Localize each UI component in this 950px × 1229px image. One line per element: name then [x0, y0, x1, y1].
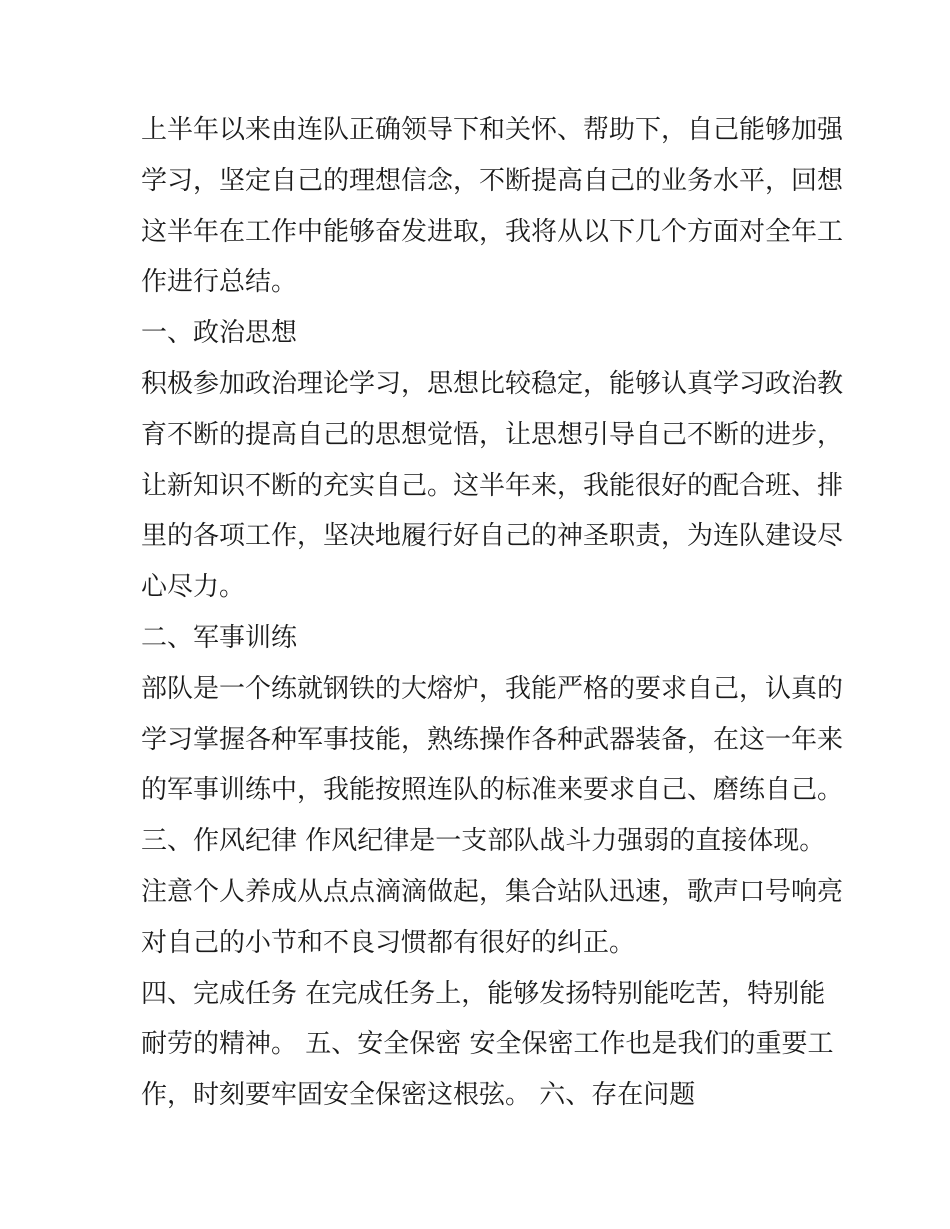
text-line: 让新知识不断的充实自己。这半年来，我能很好的配合班、排: [141, 470, 844, 501]
text-line: 育不断的提高自己的思想觉悟，让思想引导自己不断的进步，: [141, 419, 844, 450]
text-line: 对自己的小节和不良习惯都有很好的纠正。: [141, 927, 636, 958]
text-line: 的军事训练中，我能按照连队的标准来要求自己、磨练自己。: [141, 775, 844, 806]
text-line: 作进行总结。: [141, 267, 298, 298]
text-line: 心尽力。: [141, 572, 246, 603]
text-line: 里的各项工作，坚决地履行好自己的神圣职责，为连队建设尽: [141, 521, 844, 552]
document-body: [141, 105, 844, 1121]
text-line: 注意个人养成从点点滴滴做起，集合站队迅速，歌声口号响亮: [141, 876, 844, 907]
text-line: 耐劳的精神。 五、安全保密 安全保密工作也是我们的重要工: [141, 1029, 834, 1060]
text-line: 作，时刻要牢固安全保密这根弦。 六、存在问题: [141, 1080, 696, 1111]
text-line: 三、作风纪律 作风纪律是一支部队战斗力强弱的直接体现。: [141, 826, 826, 857]
text-line: 学习，坚定自己的理想信念，不断提高自己的业务水平，回想: [141, 165, 844, 196]
text-line: 四、完成任务 在完成任务上，能够发扬特别能吃苦，特别能: [141, 978, 826, 1009]
text-line: 上半年以来由连队正确领导下和关怀、帮助下，自己能够加强: [141, 115, 844, 145]
section-heading: 一、政治思想: [141, 318, 298, 349]
text-line: 学习掌握各种军事技能，熟练操作各种武器装备，在这一年来: [141, 724, 844, 755]
section-heading: 二、军事训练: [141, 622, 298, 653]
text-line: 这半年在工作中能够奋发进取，我将从以下几个方面对全年工: [141, 216, 844, 247]
text-line: 部队是一个练就钢铁的大熔炉，我能严格的要求自己，认真的: [141, 673, 844, 704]
text-line: 积极参加政治理论学习，思想比较稳定，能够认真学习政治教: [141, 368, 844, 399]
